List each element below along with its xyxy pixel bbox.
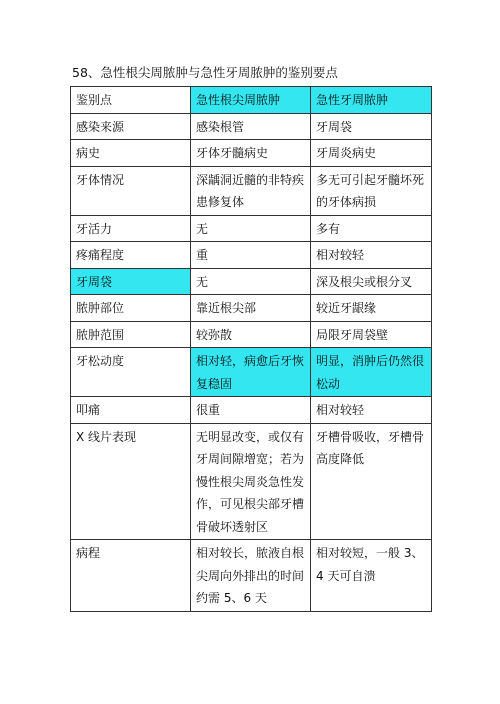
table-cell-apical-abscess	[191, 348, 311, 397]
table-cell-periodontal-abscess	[311, 140, 432, 167]
cell-text: 牙体牙髓病史	[196, 146, 269, 160]
table-cell-periodontal-abscess	[311, 242, 432, 269]
cell-text: 鉴别点	[76, 93, 113, 107]
table-cell-periodontal-abscess	[311, 268, 432, 295]
cell-text: 无	[196, 221, 209, 236]
cell-text: 牙活力	[76, 221, 113, 236]
table-cell-apical-abscess	[191, 140, 311, 167]
table-cell-apical-abscess	[191, 113, 311, 140]
cell-text: 较弥散	[196, 327, 233, 342]
cell-text: 牙松动度	[76, 354, 125, 368]
table-cell-criterion	[71, 113, 191, 140]
cell-text: 深及根尖或根分叉	[316, 274, 413, 289]
table-row	[71, 295, 432, 322]
table-cell-criterion	[71, 295, 191, 322]
table-cell-apical-abscess	[191, 423, 311, 540]
table-cell-periodontal-abscess	[311, 113, 432, 140]
table-cell-apical-abscess	[191, 540, 311, 612]
table-cell-periodontal-abscess	[311, 348, 432, 397]
table-row	[71, 268, 432, 295]
table-row	[71, 242, 432, 269]
cell-text: 牙周炎病史	[316, 146, 377, 160]
cell-text: 病程	[76, 546, 101, 560]
cell-text: 牙周袋	[316, 119, 353, 134]
table-row	[71, 397, 432, 424]
cell-text: 深龋洞近髓的非特疾患修复体	[196, 172, 305, 209]
table-row	[71, 540, 432, 612]
cell-text: 多有	[316, 221, 341, 236]
table-row	[71, 87, 432, 114]
cell-text: 脓肿范围	[76, 327, 125, 342]
table-row	[71, 348, 432, 397]
cell-text: 相对较轻	[316, 248, 365, 262]
cell-text: 重	[196, 248, 209, 262]
cell-text: 靠近根尖部	[196, 301, 257, 315]
table-cell-criterion	[71, 140, 191, 167]
table-cell-criterion	[71, 166, 191, 215]
cell-text: 病史	[76, 146, 101, 160]
table-cell-apical-abscess	[191, 87, 311, 114]
cell-text: 相对较长，脓液自根尖周向外排出的时间约需 5、6 天	[196, 546, 305, 605]
table-cell-criterion	[71, 242, 191, 269]
table-cell-apical-abscess	[191, 166, 311, 215]
cell-text: 急性牙周脓肿	[316, 93, 389, 107]
table-cell-periodontal-abscess	[311, 166, 432, 215]
table-cell-criterion	[71, 87, 191, 114]
table-cell-periodontal-abscess	[311, 295, 432, 322]
table-cell-criterion	[71, 348, 191, 397]
cell-text: 明显，消肿后仍然很松动	[316, 354, 425, 391]
table-cell-periodontal-abscess	[311, 321, 432, 348]
table-cell-apical-abscess	[191, 321, 311, 348]
cell-text: 无	[196, 274, 209, 289]
cell-text: 相对较轻	[316, 403, 365, 417]
table-row	[71, 140, 432, 167]
table-cell-apical-abscess	[191, 242, 311, 269]
table-row	[71, 423, 432, 540]
table-cell-periodontal-abscess	[311, 87, 432, 114]
cell-text: 叩痛	[76, 403, 101, 417]
cell-text: 相对较短，一般 3、4 天可自溃	[316, 546, 424, 583]
cell-text: 脓肿部位	[76, 301, 125, 315]
table-row	[71, 215, 432, 242]
differential-table	[70, 86, 432, 612]
cell-text: X 线片表现	[76, 429, 137, 444]
cell-text: 感染根管	[196, 119, 245, 134]
table-cell-criterion	[71, 321, 191, 348]
table-body	[71, 87, 432, 612]
table-cell-apical-abscess	[191, 397, 311, 424]
cell-text: 牙周袋	[76, 274, 113, 289]
table-cell-criterion	[71, 268, 191, 295]
table-row	[71, 113, 432, 140]
cell-text: 很重	[196, 403, 221, 417]
cell-text: 急性根尖周脓肿	[196, 93, 281, 107]
cell-text: 感染来源	[76, 119, 125, 134]
table-cell-apical-abscess	[191, 215, 311, 242]
cell-text: 较近牙龈缘	[316, 301, 377, 315]
table-cell-criterion	[71, 215, 191, 242]
cell-text: 局限牙周袋壁	[316, 327, 389, 342]
table-cell-periodontal-abscess	[311, 215, 432, 242]
cell-text: 疼痛程度	[76, 248, 125, 262]
cell-text: 无明显改变，或仅有牙周间隙增宽；若为慢性根尖周炎急性发作，可见根尖部牙槽骨破坏透射区	[196, 429, 305, 534]
cell-text: 多无可引起牙髓坏死的牙体病损	[316, 172, 425, 209]
table-cell-periodontal-abscess	[311, 540, 432, 612]
table-cell-periodontal-abscess	[311, 423, 432, 540]
cell-text: 相对轻，病愈后牙恢复稳固	[196, 354, 305, 391]
table-cell-criterion	[71, 540, 191, 612]
table-cell-apical-abscess	[191, 295, 311, 322]
table-cell-criterion	[71, 423, 191, 540]
table-row	[71, 321, 432, 348]
table-cell-periodontal-abscess	[311, 397, 432, 424]
table-cell-criterion	[71, 397, 191, 424]
cell-text: 牙槽骨吸收，牙槽骨高度降低	[316, 429, 425, 466]
table-row	[71, 166, 432, 215]
document-title: 58、急性根尖周脓肿与急性牙周脓肿的鉴别要点	[72, 65, 338, 80]
table-cell-apical-abscess	[191, 268, 311, 295]
cell-text: 牙体情况	[76, 172, 125, 187]
